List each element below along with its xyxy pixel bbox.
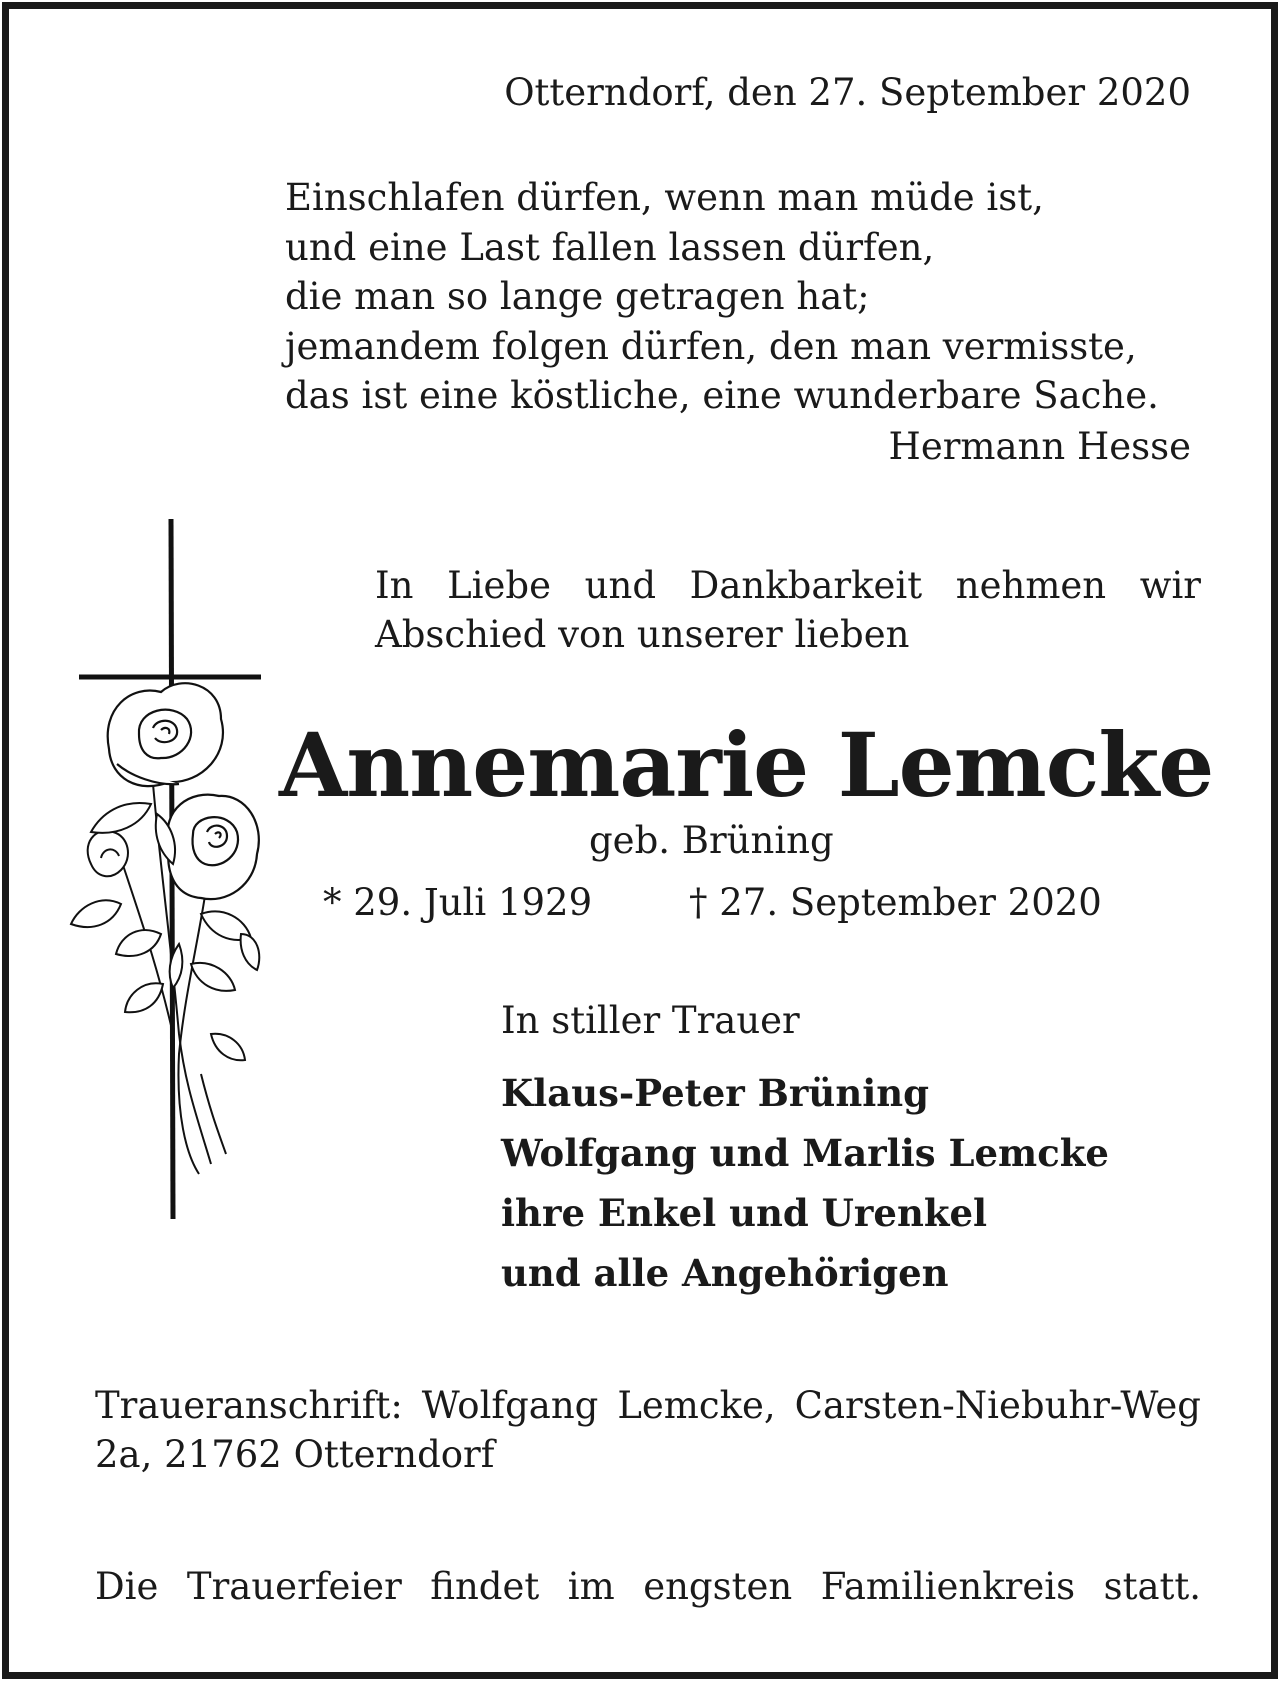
- poem-line: die man so lange getragen hat;: [285, 275, 870, 318]
- death-date: † 27. September 2020: [689, 881, 1102, 924]
- poem-line: Einschlafen dürfen, wenn man müde ist,: [285, 176, 1044, 219]
- intro-text: In Liebe und Dankbarkeit nehmen wir Abschied von unserer lieben: [375, 564, 1201, 656]
- mourner-entry: Klaus-Peter Brüning: [501, 1071, 930, 1115]
- obituary-notice: [2, 2, 1278, 1679]
- ceremony-note: Die Trauerfeier findet im engsten Familienkreis statt.: [95, 1565, 1201, 1608]
- mourner-entry: und alle Angehörigen: [501, 1251, 949, 1295]
- poem: [285, 173, 1159, 421]
- birth-date: * 29. Juli 1929: [323, 881, 593, 924]
- poem-line: und eine Last fallen lassen dürfen,: [285, 225, 935, 269]
- dateline: Otterndorf, den 27. September 2020: [504, 71, 1191, 114]
- maiden-name: geb. Brüning: [589, 819, 834, 862]
- cross-with-roses-icon: [61, 514, 261, 1224]
- mourning-label: In stiller Trauer: [501, 999, 800, 1042]
- condolence-address: Traueranschrift: Wolfgang Lemcke, Carsten-Niebuhr-Weg 2a, 21762 Otterndorf: [95, 1384, 1201, 1476]
- mourner-entry: Wolfgang und Marlis Lemcke: [501, 1131, 1109, 1175]
- mourners-list: [501, 1063, 1109, 1303]
- poem-line: jemandem folgen dürfen, den man vermisste,: [285, 324, 1137, 368]
- poem-line: das ist eine köstliche, eine wunderbare Sache.: [285, 374, 1159, 417]
- mourner-entry: ihre Enkel und Urenkel: [501, 1191, 988, 1235]
- deceased-name: Annemarie Lemcke: [279, 713, 1214, 817]
- poem-author: Hermann Hesse: [888, 425, 1191, 468]
